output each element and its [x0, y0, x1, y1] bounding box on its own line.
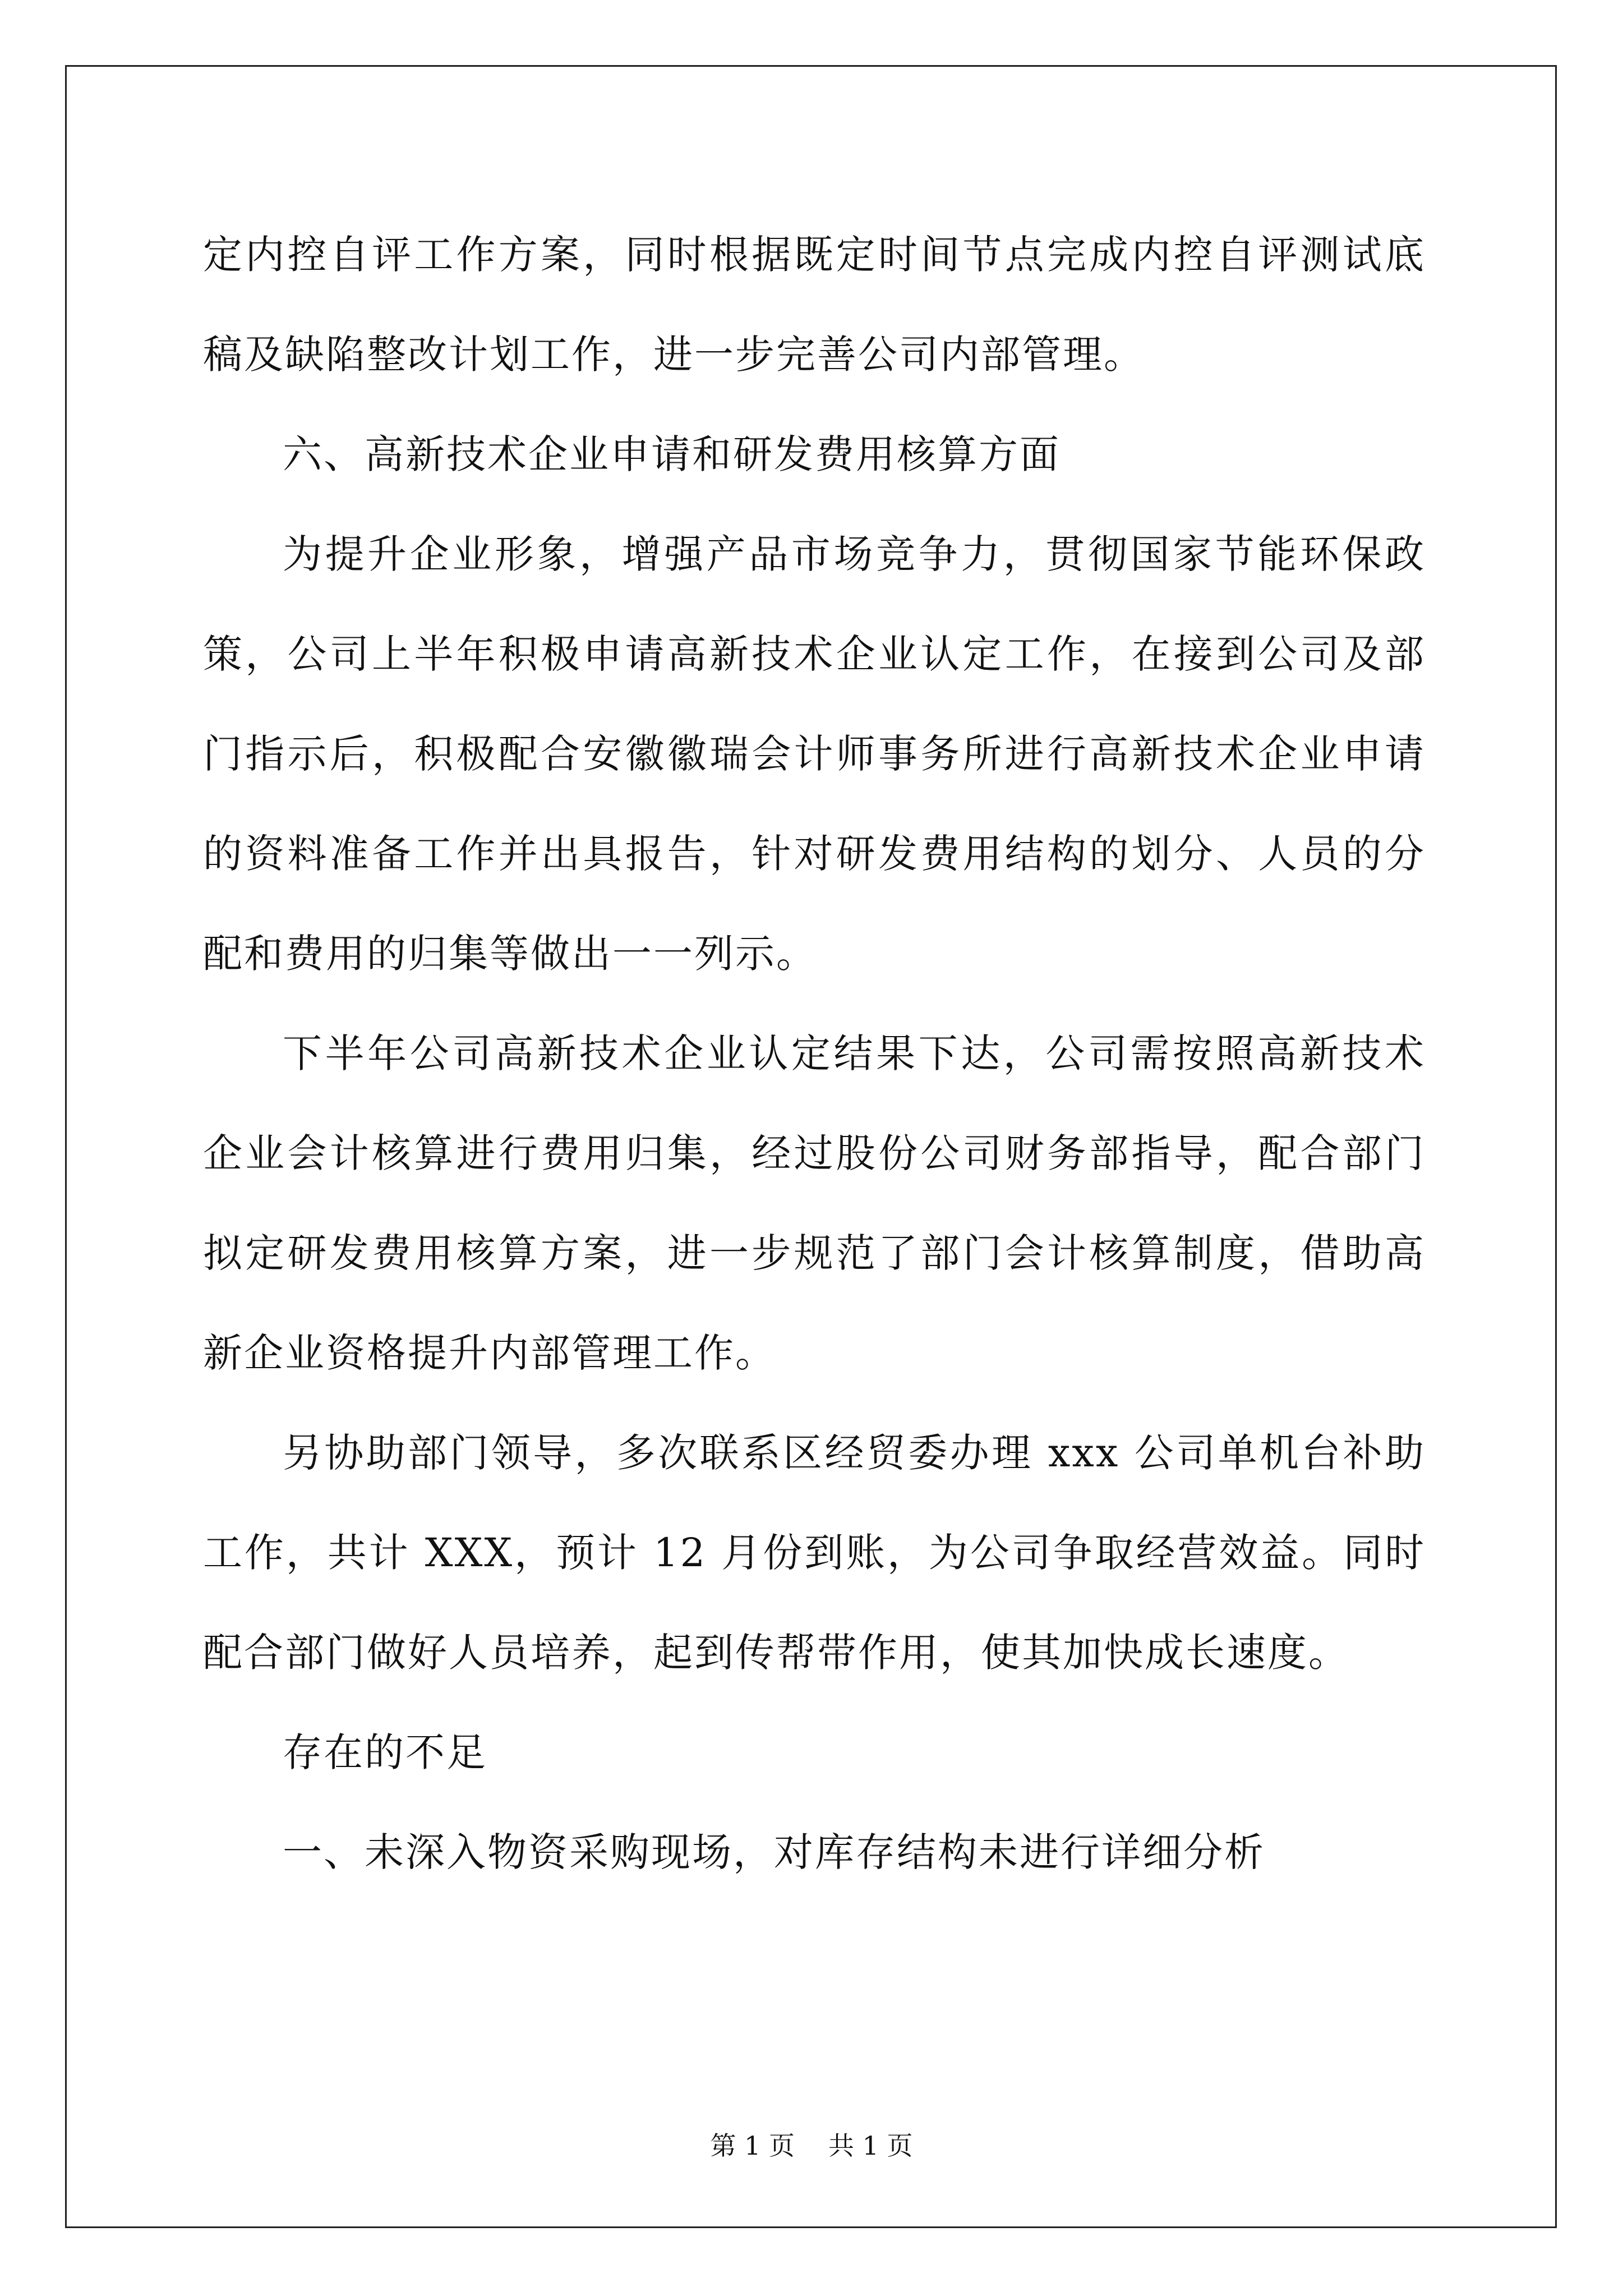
section-heading-six: 六、高新技术企业申请和研发费用核算方面: [283, 431, 1061, 477]
page-footer: [0, 2129, 1623, 2162]
page-total: 共 1 页: [828, 2131, 913, 2161]
paragraph-1: 定内控自评工作方案，同时根据既定时间节点完成内控自评测试底稿及缺陷整改计划工作，进一步完善公司内部管理。: [203, 232, 1426, 378]
section-heading-shortcomings: 存在的不足: [283, 1729, 487, 1775]
document-body: [203, 205, 1426, 1902]
paragraph-3: 下半年公司高新技术企业认定结果下达，公司需按照高新技术企业会计核算进行费用归集，经过股份公司财务部指导，配合部门拟定研发费用核算方案，进一步规范了部门会计核算制度，借助高新企业资格提升内部管理工作。: [203, 1030, 1426, 1376]
page-number: 第 1 页: [710, 2131, 795, 2161]
paragraph-2: 为提升企业形象，增强产品市场竞争力，贯彻国家节能环保政策，公司上半年积极申请高新技术企业认定工作，在接到公司及部门指示后，积极配合安徽徽瑞会计师事务所进行高新技术企业申请的资料准备工作并出具报告，针对研发费用结构的划分、人员的分配和费用的归集等做出一一列示。: [203, 531, 1426, 977]
paragraph-4: 另协助部门领导，多次联系区经贸委办理 xxx 公司单机台补助工作，共计 XXX，预计 12 月份到账，为公司争取经营效益。同时配合部门做好人员培养，起到传帮带作用，使其加快成长速度。: [203, 1430, 1426, 1676]
shortcoming-item-1: 一、未深入物资采购现场，对库存结构未进行详细分析: [283, 1829, 1265, 1875]
